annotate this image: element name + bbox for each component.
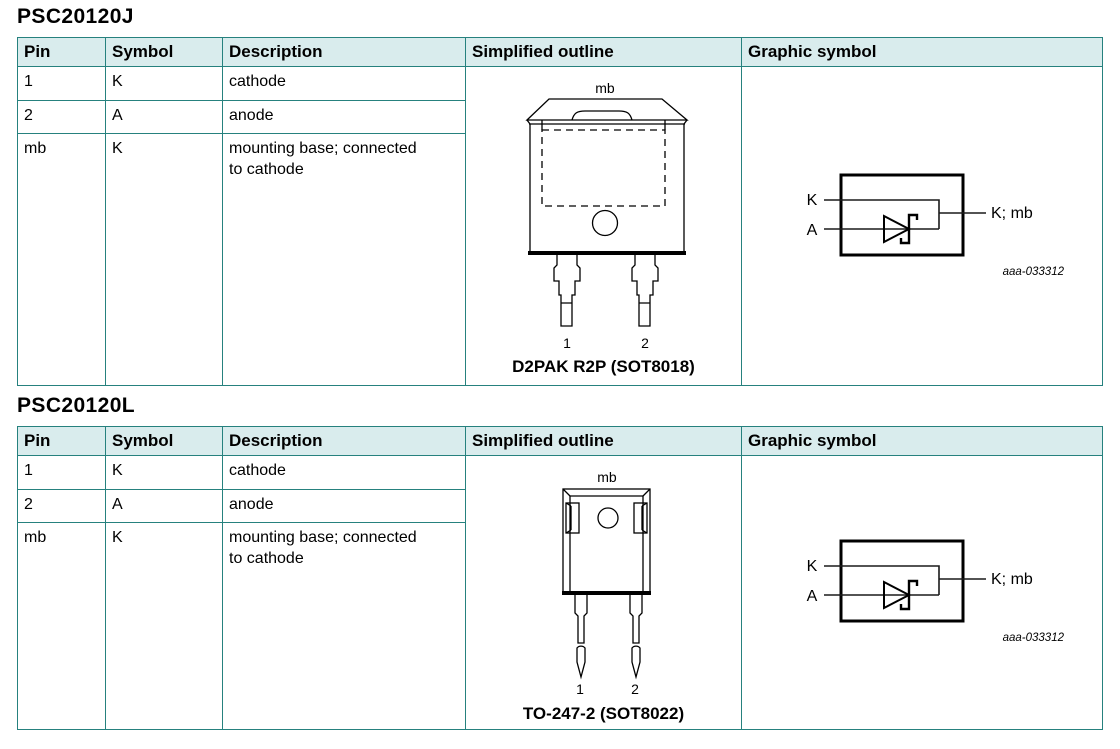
table-header-row — [18, 427, 1103, 456]
symbol-cell: K — [106, 67, 223, 101]
pin-cell: mb — [18, 523, 106, 730]
column-header-symbol: Symbol — [106, 38, 223, 67]
pin2-label: 2 — [630, 681, 639, 697]
section-psc20120j — [17, 5, 1120, 386]
output-terminal-label: K; mb — [991, 571, 1033, 588]
package-tab — [527, 99, 687, 120]
graphic-symbol-cell — [742, 456, 1103, 730]
description-cell: mounting base; connected to cathode — [223, 523, 466, 730]
table-row — [18, 456, 1103, 490]
die-pad-dashed-outline — [542, 130, 665, 206]
symbol-cell: K — [106, 456, 223, 490]
pin-cell: 1 — [18, 456, 106, 490]
column-header-graphic-symbol: Graphic symbol — [742, 38, 1103, 67]
page-title: PSC20120J — [17, 5, 134, 28]
symbol-cell: K — [106, 134, 223, 386]
description-cell: cathode — [223, 67, 466, 101]
cathode-terminal-label: K — [806, 558, 818, 575]
description-cell: anode — [223, 101, 466, 134]
column-header-description: Description — [223, 427, 466, 456]
pin-cell: mb — [18, 134, 106, 386]
pin-cell: 1 — [18, 67, 106, 101]
pinning-table — [17, 426, 1103, 730]
page-title: PSC20120L — [17, 394, 136, 417]
to247-outline-drawing — [467, 458, 741, 700]
simplified-outline-cell — [466, 456, 742, 730]
column-header-simplified-outline: Simplified outline — [466, 38, 742, 67]
package-body — [527, 120, 687, 255]
description-cell: mounting base; connected to cathode — [223, 134, 466, 386]
outline-mb-label: mb — [596, 469, 617, 485]
cathode-terminal-label: K — [806, 192, 818, 209]
graphic-symbol-cell — [742, 67, 1103, 386]
symbol-cell: K — [106, 523, 223, 730]
mounting-hole — [592, 211, 617, 236]
pin-cell: 2 — [18, 101, 106, 134]
diode-symbol-drawing — [766, 511, 1076, 661]
simplified-outline-cell — [466, 67, 742, 386]
pin1-label: 1 — [562, 335, 571, 351]
table-header-row — [18, 38, 1103, 67]
column-header-symbol: Symbol — [106, 427, 223, 456]
pin1-label: 1 — [575, 681, 584, 697]
symbol-cell: A — [106, 101, 223, 134]
column-header-simplified-outline: Simplified outline — [466, 427, 742, 456]
column-header-graphic-symbol: Graphic symbol — [742, 427, 1103, 456]
package-caption: TO-247-2 (SOT8022) — [522, 704, 685, 723]
symbol-cell: A — [106, 490, 223, 523]
pinning-table — [17, 37, 1103, 386]
column-header-description: Description — [223, 38, 466, 67]
package-caption: D2PAK R2P (SOT8018) — [512, 357, 695, 376]
anode-terminal-label: A — [806, 588, 818, 605]
output-terminal-label: K; mb — [991, 205, 1033, 222]
diode-symbol-drawing — [766, 145, 1076, 295]
anode-terminal-label: A — [806, 222, 818, 239]
table-row — [18, 67, 1103, 101]
pin-cell: 2 — [18, 490, 106, 523]
d2pak-outline-drawing — [467, 69, 741, 353]
section-psc20120l — [17, 394, 1120, 730]
column-header-pin: Pin — [18, 38, 106, 67]
package-body — [562, 489, 651, 595]
description-cell: cathode — [223, 456, 466, 490]
figure-id-label: aaa-033312 — [1002, 632, 1064, 644]
pin2-label: 2 — [640, 335, 649, 351]
package-leads — [575, 595, 642, 677]
mounting-hole — [598, 508, 618, 528]
outline-mb-label: mb — [594, 80, 615, 96]
figure-id-label: aaa-033312 — [1002, 266, 1064, 278]
column-header-pin: Pin — [18, 427, 106, 456]
description-cell: anode — [223, 490, 466, 523]
package-leads — [554, 255, 658, 326]
